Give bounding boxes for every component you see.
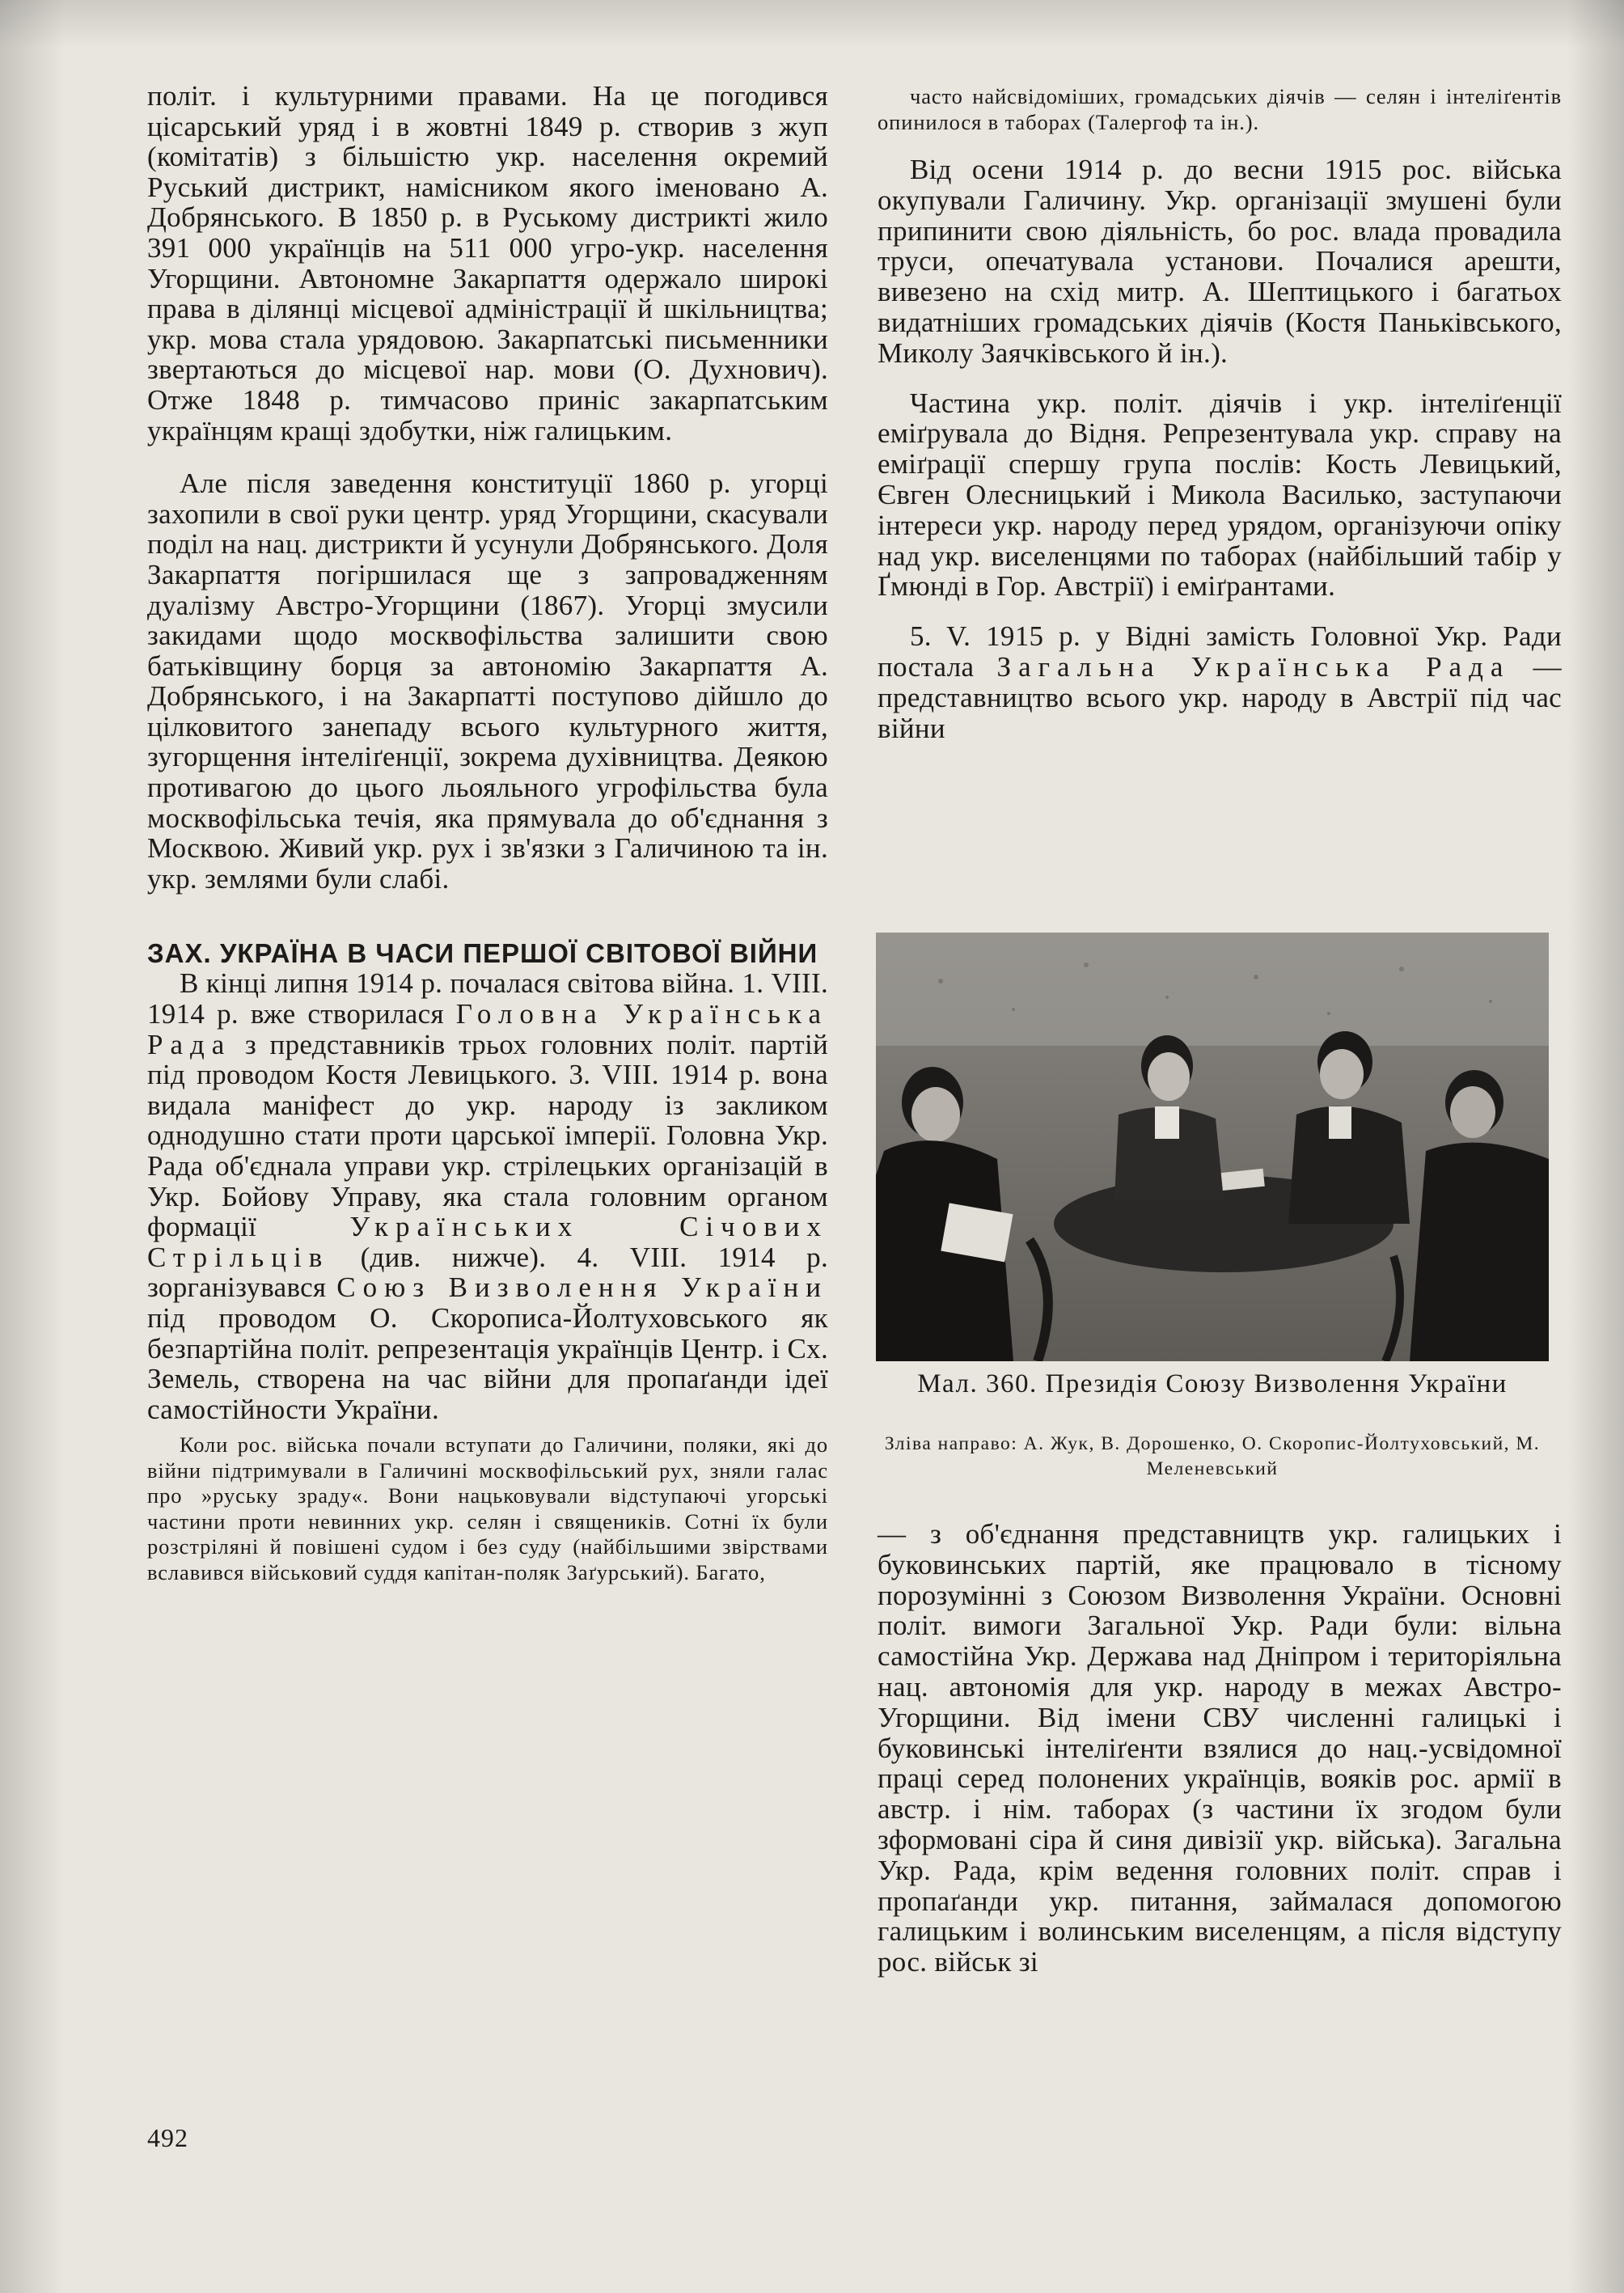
spaced-term-general-council: Загальна Українська Рада bbox=[996, 650, 1511, 683]
page-number: 492 bbox=[147, 2123, 188, 2152]
right-column-lower bbox=[878, 1519, 1562, 1978]
right-column bbox=[878, 84, 1562, 743]
right-paragraph-3: 5. V. 1915 р. у Відні замість Головної Укр. Ради постала Загальна Українська Рада — представництво всього укр. народу в Австрії під час війни bbox=[878, 620, 1562, 744]
spaced-term-sich-riflemen: Українських Січових Стрільців bbox=[147, 1211, 828, 1273]
right-small-paragraph: часто найсвідоміших, громадських діячів — селян і інтеліґентів опинилося в таборах (Талергоф та ін.). bbox=[878, 84, 1562, 134]
left-paragraph-2: Але після заведення конституції 1860 р. угорці захопили в свої руки центр. уряд Угорщини, скасували поділ на нац. дистрикти й усунули Добрянського. Доля Закарпаття погіршилася ще з запровадженням дуалізму Австро-Угорщини (1867). Угорці змусили закидами щодо москвофільства залишити свою батьківщину борця за автономію Закарпаття А. Добрянського, і на Закарпатті поступово дійшло до цілковитого занепаду всього культурного життя, зугорщення інтеліґенції, зокрема духівництва. Деякою противагою до цього льояльного угрофільства була москвофільська течія, яка прямувала до об'єднання з Москвою. Живий укр. рух і зв'язки з Галичиною та ін. укр. землями були слабі. bbox=[147, 467, 828, 895]
spaced-term-liberation-union: Союз Визволення України bbox=[336, 1271, 828, 1304]
spaced-term-ukrainian-council: Головна Українська Рада bbox=[147, 998, 828, 1060]
right-paragraph-4: — з об'єднання представництв укр. галицьких і буковинських партій, яке працювало в тісному порозумінні з Союзом Визволення України. Основні політ. вимоги Загальної Укр. Ради були: вільна самостійна Укр. Держава над Дніпром і територіяльна нац. автономія для укр. народу в межах Австро-Угорщини. Від імени СВУ численні галицькі і буковинські інтеліґенти взялися до нац.-усвідомної праці серед полонених українців, вояків рос. армії в австр. і нім. таборах (з частини їх згодом були зформовані сіра й синя дивізії укр. війська). Загальна Укр. Рада, крім ведення головних політ. справ і пропаґанди укр. питання, займалася допомогою галицьким і волинським виселенцям, а після відступу рос. військ зі bbox=[878, 1518, 1562, 1978]
left-paragraph-1: політ. і культурними правами. На це погодився цісарський уряд і в жовтні 1849 р. створив з жуп (комітатів) з більшістю укр. населення окремий Руський дистрикт, намісником якого іменовано А. Добрянського. В 1850 р. в Руському дистрикті жило 391 000 українців на 511 000 угро-укр. населення Угорщини. Автономне Закарпаття одержало широкі права в ділянці місцевої адміністрації й шкільництва; укр. мова стала урядовою. Закарпатські письменники звертаються до місцевої нар. мови (О. Духнович). Отже 1848 р. тимчасово приніс закарпатським українцям кращі здобутки, ніж галицьким. bbox=[147, 80, 828, 446]
left-paragraph-3: В кінці липня 1914 р. почалася світова війна. 1. VIII. 1914 р. вже створилася Головна Українська Рада з представників трьох головних політ. партій під проводом Костя Левицького. 3. VIII. 1914 р. вона видала маніфест до укр. народу із закликом однодушно стати проти царської імперії. Головна Укр. Рада об'єднала управи укр. стрілецьких організацій в Укр. Бойову Управу, яка стала головним органом формації Українських Січових Стрільців (див. нижче). 4. VIII. 1914 р. зорганізувався Союз Визволення України під проводом О. Скорописа-Йолтуховського як безпартійна політ. репрезентація українців Центр. і Сх. Земель, створена на час війни для пропаґанди ідеї самостійности України. bbox=[147, 967, 828, 1425]
figure-caption: Мал. 360. Президія Союзу Визволення України bbox=[917, 1369, 1508, 1398]
presidium-photo bbox=[876, 933, 1549, 1361]
section-heading: ЗАХ. УКРАЇНА В ЧАСИ ПЕРШОЇ СВІТОВОЇ ВІЙНИ bbox=[147, 938, 818, 969]
left-column bbox=[147, 81, 828, 1585]
right-paragraph-2: Частина укр. політ. діячів і укр. інтеліґенції еміґрувала до Відня. Репрезентувала укр. справу на еміґрації спершу група послів: Кость Левицький, Євген Олесницький і Микола Василько, заступаючи інтереси укр. народу перед урядом, організуючи опіку над укр. виселенцями по таборах (найбільший табір у Ґмюнді в Гор. Австрії) і еміґрантами. bbox=[878, 387, 1562, 603]
page-shade-right bbox=[1567, 0, 1624, 2293]
left-small-paragraph: Коли рос. війська почали вступати до Галичини, поляки, які до війни підтримували в Галичині москвофільський рух, зняли галас про »руську зраду«. Вони нацьковували відступаючі угорські частини проти невинних укр. селян і священиків. Сотні їх були розстріляні й повішені судом і без суду (найбільшими звірствами вславився військовий суддя капітан-поляк Заґурський). Багато, bbox=[147, 1432, 828, 1584]
page-shade-left bbox=[0, 0, 65, 2293]
right-paragraph-1: Від осени 1914 р. до весни 1915 рос. війська окупували Галичину. Укр. організації змушені були припинити свою діяльність, бо рос. влада провадила труси, опечатувала установи. Почалися арешти, вивезено на схід митр. А. Шептицького і багатьох видатніших громадських діячів (Костя Паньківського, Миколу Заячківського й ін.). bbox=[878, 154, 1562, 369]
figure-credits: Зліва направо: А. Жук, В. Дорошенко, О. Скоропис-Йолтуховський, М. Меленевський bbox=[884, 1433, 1541, 1479]
page-shade-top bbox=[0, 0, 1624, 49]
